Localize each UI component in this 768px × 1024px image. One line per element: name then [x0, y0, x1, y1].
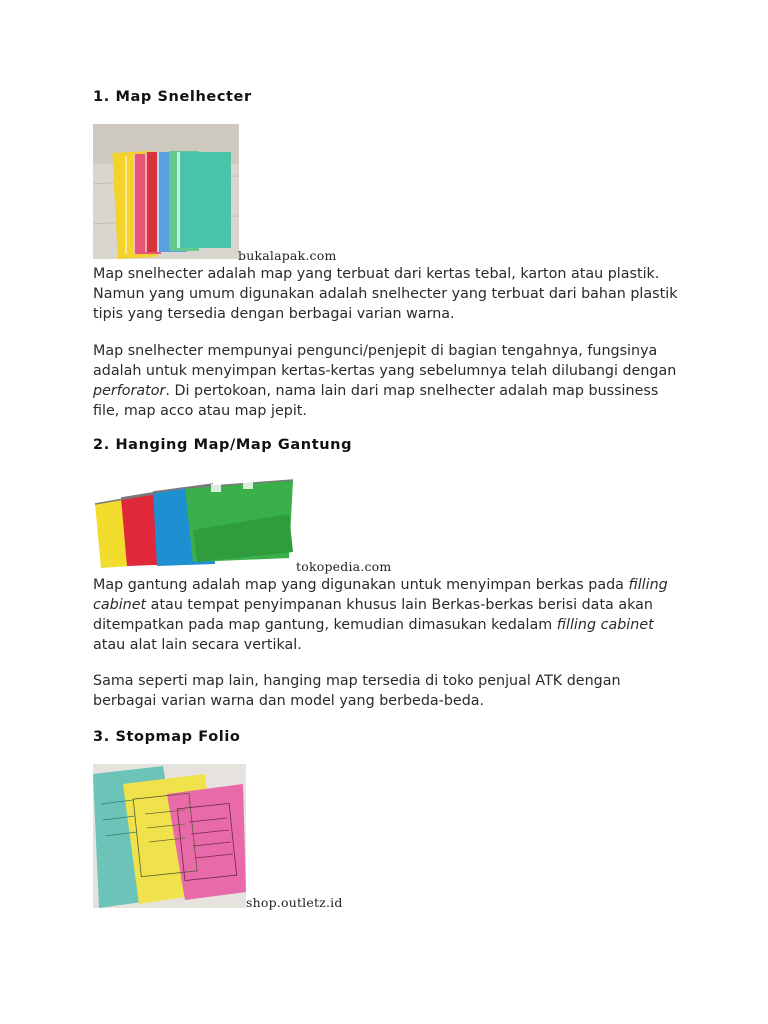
- section-1-paragraph-2: Map snelhecter mempunyai pengunci/penjepit di bagian tengahnya, fungsinya adalah untuk menyimpan kertas-kertas yang sebelumnya telah dilubangi dengan perforator. Di pertokoan, nama lain dari map snelhecter adalah map bussiness file, map acco atau map jepit.: [93, 343, 677, 419]
- hanging-map-photo: [93, 472, 296, 568]
- snelhecter-photo: [93, 124, 239, 259]
- section-2-paragraph-2: Sama seperti map lain, hanging map tersedia di toko penjual ATK dengan berbagai varian warna dan model yang berbeda-beda.: [93, 673, 621, 709]
- hanging-map-photo-credit: tokopedia.com: [296, 559, 392, 574]
- stopmap-folio-photo-credit: shop.outletz.id: [246, 895, 343, 910]
- section-1-paragraph-1: Map snelhecter adalah map yang terbuat dari kertas tebal, karton atau plastik. Namun yang umum digunakan adalah snelhecter yang terbuat dari bahan plastik tipis yang tersedia dengan berbagai varian warna.: [93, 266, 678, 322]
- section-2-paragraph-1: Map gantung adalah map yang digunakan untuk menyimpan berkas pada filling cabinet atau tempat penyimpanan khusus lain Berkas-berkas berisi data akan ditempatkan pada map gantung, kemudian dimasukan kedalam filling cabinet atau alat lain secara vertikal.: [93, 577, 668, 653]
- stopmap-folio-photo: [93, 764, 246, 908]
- snelhecter-photo-credit: bukalapak.com: [238, 248, 337, 263]
- section-2-heading: 2. Hanging Map/Map Gantung: [93, 437, 353, 453]
- section-3-heading: 3. Stopmap Folio: [93, 729, 241, 745]
- section-1-heading: 1. Map Snelhecter: [93, 89, 252, 105]
